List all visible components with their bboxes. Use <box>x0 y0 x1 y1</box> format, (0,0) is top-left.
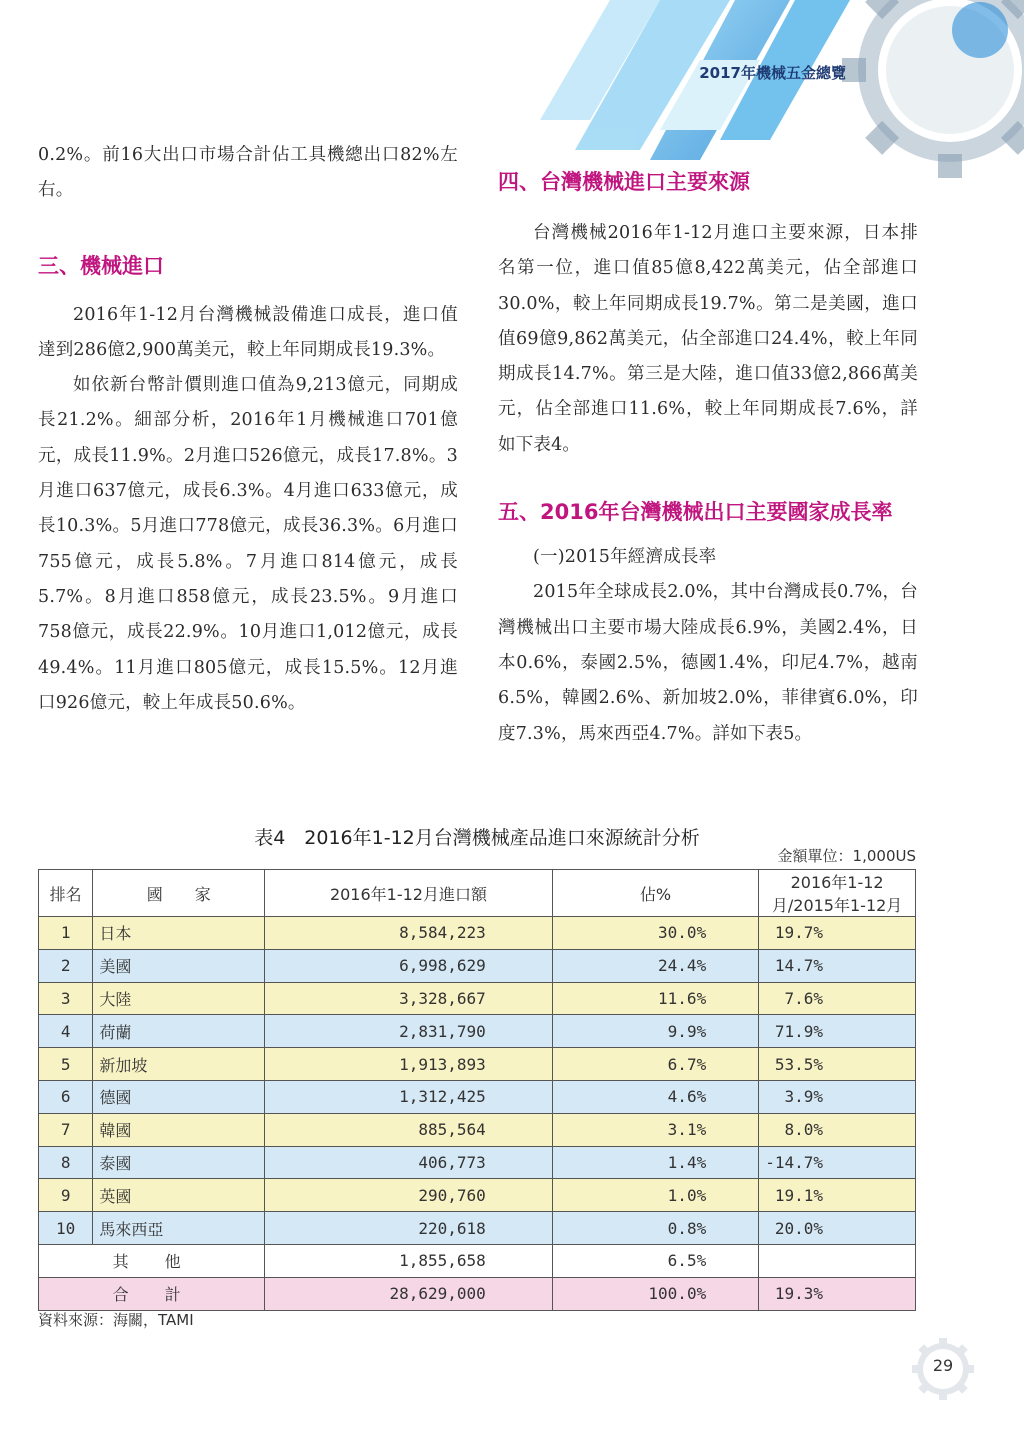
cell-total-label: 合 計 <box>39 1277 265 1310</box>
cell-total-share: 100.0% <box>552 1277 758 1310</box>
table-row <box>39 1212 916 1245</box>
cell-share: 4.6% <box>552 1080 758 1113</box>
cell-rank: 4 <box>39 1015 93 1048</box>
section-4-heading: 四、台灣機械進口主要來源 <box>498 170 750 194</box>
cell-total-growth: 19.3% <box>759 1277 916 1310</box>
cell-country: 大陸 <box>93 982 265 1015</box>
cell-rank: 3 <box>39 982 93 1015</box>
header-import-value: 2016年1-12月進口額 <box>265 870 553 917</box>
cell-country: 英國 <box>93 1179 265 1212</box>
cell-share: 9.9% <box>552 1015 758 1048</box>
cell-country: 新加坡 <box>93 1048 265 1081</box>
cell-rank: 9 <box>39 1179 93 1212</box>
table-row <box>39 1015 916 1048</box>
cell-import-value: 290,760 <box>265 1179 553 1212</box>
table-source: 資料來源：海關，TAMI <box>38 1311 194 1329</box>
cell-growth: 14.7% <box>759 949 916 982</box>
cell-growth: 53.5% <box>759 1048 916 1081</box>
page-number: 29 <box>932 1356 954 1375</box>
cell-growth: 19.7% <box>759 917 916 950</box>
table-row <box>39 1048 916 1081</box>
cell-rank: 1 <box>39 917 93 950</box>
cell-share: 24.4% <box>552 949 758 982</box>
section-5-subheading: (一)2015年經濟成長率 <box>533 547 717 568</box>
cell-import-value: 406,773 <box>265 1146 553 1179</box>
section-4-paragraph: 台灣機械2016年1-12月進口主要來源，日本排名第一位，進口值85億8,422萬美元，佔全部進口30.0%，較上年同期成長19.7%。第二是美國，進口值69億9,862萬美元，佔全部進口24.4%，較上年同期成長14.7%。第三是大陸，進口值33億2,866萬美元，佔全部進口11.6%，較上年同期成長7.6%，詳如下表4。 <box>498 223 918 455</box>
section-3-heading: 三、機械進口 <box>38 253 164 278</box>
cell-rank: 7 <box>39 1113 93 1146</box>
cell-growth: -14.7% <box>759 1146 916 1179</box>
cell-growth: 19.1% <box>759 1179 916 1212</box>
table-row-other <box>39 1244 916 1277</box>
cell-other-growth <box>759 1244 916 1277</box>
cell-share: 6.7% <box>552 1048 758 1081</box>
header-share: 佔% <box>552 870 758 917</box>
cell-import-value: 220,618 <box>265 1212 553 1245</box>
cell-country: 韓國 <box>93 1113 265 1146</box>
table-row <box>39 982 916 1015</box>
cell-share: 0.8% <box>552 1212 758 1245</box>
header-rank: 排名 <box>39 870 93 917</box>
left-column <box>38 138 458 721</box>
cell-country: 泰國 <box>93 1146 265 1179</box>
page-number-badge <box>910 1336 976 1402</box>
cell-growth: 7.6% <box>759 982 916 1015</box>
cell-growth: 71.9% <box>759 1015 916 1048</box>
cell-total-value: 28,629,000 <box>265 1277 553 1310</box>
cell-rank: 8 <box>39 1146 93 1179</box>
table-row <box>39 1179 916 1212</box>
cell-growth: 20.0% <box>759 1212 916 1245</box>
header-growth: 2016年1-12月/2015年1-12月 <box>759 870 916 917</box>
cell-share: 1.4% <box>552 1146 758 1179</box>
table-row <box>39 1146 916 1179</box>
cell-country: 美國 <box>93 949 265 982</box>
cell-rank: 5 <box>39 1048 93 1081</box>
cell-import-value: 8,584,223 <box>265 917 553 950</box>
cell-rank: 10 <box>39 1212 93 1245</box>
header-country: 國 家 <box>93 870 265 917</box>
cell-country: 日本 <box>93 917 265 950</box>
table-row <box>39 1113 916 1146</box>
section-3-paragraph-2: 如依新台幣計價則進口值為9,213億元，同期成長21.2%。細部分析，2016年1月機械進口701億元，成長11.9%。2月進口526億元，成長17.8%。3月進口637億元，成長6.3%。4月進口633億元，成長10.3%。5月進口778億元，成長36.3%。6月進口755億元，成長5.8%。7月進口814億元，成長5.7%。8月進口858億元，成長23.5%。9月進口758億元，成長22.9%。10月進口1,012億元，成長49.4%。11月進口805億元，成長15.5%。12月進口926億元，較上年成長50.6%。 <box>38 375 458 713</box>
cell-growth: 3.9% <box>759 1080 916 1113</box>
intro-paragraph: 0.2%。前16大出口市場合計佔工具機總出口82%左右。 <box>38 145 458 201</box>
table-row <box>39 917 916 950</box>
section-3-paragraph-1: 2016年1-12月台灣機械設備進口成長，進口值達到286億2,900萬美元，較上年同期成長19.3%。 <box>38 304 458 360</box>
cell-country: 德國 <box>93 1080 265 1113</box>
table-unit: 金額單位：1,000US <box>777 847 916 865</box>
section-5-paragraph: 2015年全球成長2.0%，其中台灣成長0.7%，台灣機械出口主要市場大陸成長6.9%，美國2.4%，日本0.6%，泰國2.5%，德國1.4%，印尼4.7%，越南6.5%，韓國2.6%、新加坡2.0%，菲律賓6.0%，印度7.3%，馬來西亞4.7%。詳如下表5。 <box>498 582 918 744</box>
cell-import-value: 885,564 <box>265 1113 553 1146</box>
cell-other-label: 其 他 <box>39 1244 265 1277</box>
cell-other-share: 6.5% <box>552 1244 758 1277</box>
cell-share: 30.0% <box>552 917 758 950</box>
cell-import-value: 6,998,629 <box>265 949 553 982</box>
cell-import-value: 1,312,425 <box>265 1080 553 1113</box>
right-column <box>498 138 918 752</box>
cell-growth: 8.0% <box>759 1113 916 1146</box>
table-header-row <box>39 870 916 917</box>
table-row <box>39 949 916 982</box>
table-row-total <box>39 1277 916 1310</box>
cell-import-value: 1,913,893 <box>265 1048 553 1081</box>
cell-share: 11.6% <box>552 982 758 1015</box>
cell-country: 荷蘭 <box>93 1015 265 1048</box>
cell-rank: 2 <box>39 949 93 982</box>
table-caption: 表4 2016年1-12月台灣機械產品進口來源統計分析 <box>254 827 700 849</box>
cell-import-value: 3,328,667 <box>265 982 553 1015</box>
cell-share: 3.1% <box>552 1113 758 1146</box>
section-5-heading: 五、2016年台灣機械出口主要國家成長率 <box>498 500 893 525</box>
table-row <box>39 1080 916 1113</box>
cell-country: 馬來西亞 <box>93 1212 265 1245</box>
header-title: 2017年機械五金總覽 <box>699 64 846 82</box>
cell-share: 1.0% <box>552 1179 758 1212</box>
cell-rank: 6 <box>39 1080 93 1113</box>
import-source-table <box>38 869 916 1311</box>
cell-import-value: 2,831,790 <box>265 1015 553 1048</box>
cell-other-value: 1,855,658 <box>265 1244 553 1277</box>
